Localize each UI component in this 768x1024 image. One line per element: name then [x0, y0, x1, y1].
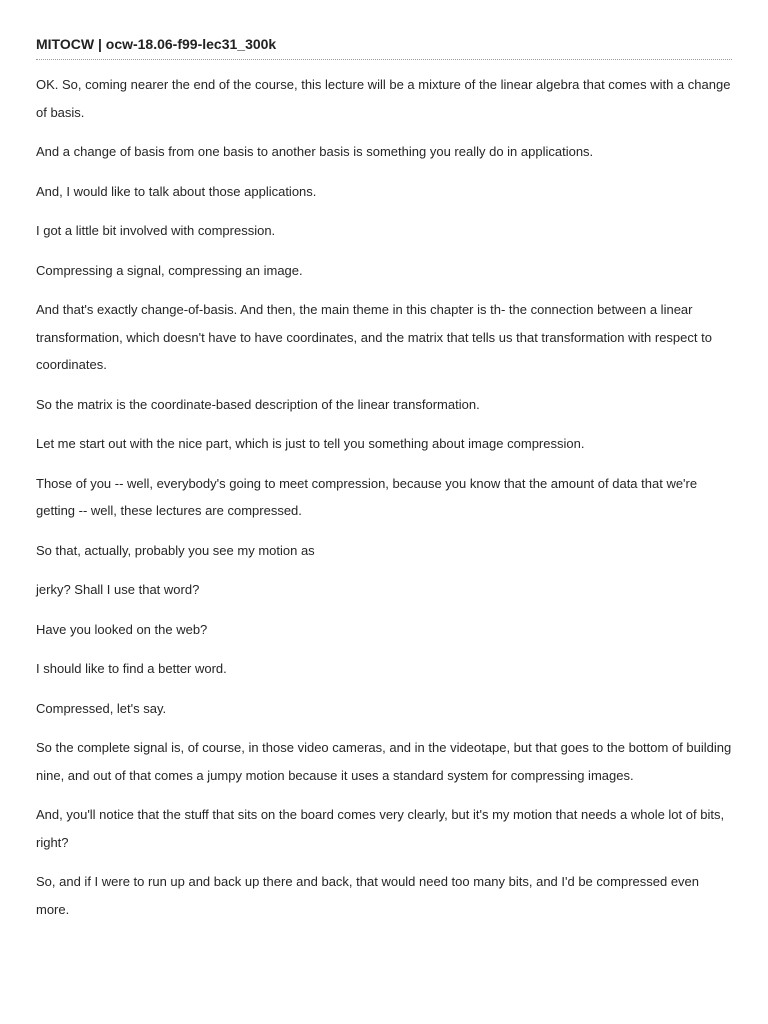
transcript-paragraph: Compressing a signal, compressing an image.: [36, 262, 303, 278]
transcript-paragraph: And that's exactly change-of-basis. And then, the main theme in this chapter is th- the connection between a linear transformation, which doesn't have to have coordinates, and the matrix that tells us that transformation with respect to coordinates.: [36, 302, 712, 372]
transcript-paragraph: So the complete signal is, of course, in those video cameras, and in the videotape, but that goes to the bottom of building nine, and out of that comes a jumpy motion because it uses a standard system for compressing images.: [36, 740, 732, 783]
transcript-paragraph: So, and if I were to run up and back up there and back, that would need too many bits, and I'd be compressed even more.: [36, 874, 700, 917]
transcript-paragraph: I got a little bit involved with compression.: [36, 223, 276, 238]
transcript-paragraph: So the matrix is the coordinate-based description of the linear transformation.: [36, 396, 480, 412]
transcript-paragraph: And, I would like to talk about those applications.: [36, 183, 317, 199]
transcript-paragraph: I should like to find a better word.: [36, 661, 227, 676]
transcript-paragraph: jerky? Shall I use that word?: [36, 582, 200, 597]
document-page: [36, 0, 732, 935]
transcript-paragraph: And, you'll notice that the stuff that sits on the board comes very clearly, but it's my motion that needs a whole lot of bits, right?: [36, 807, 725, 850]
transcript-paragraph: Compressed, let's say.: [36, 700, 167, 716]
transcript-body: [36, 60, 732, 923]
transcript-paragraph: OK. So, coming nearer the end of the course, this lecture will be a mixture of the linear algebra that comes with a change of basis.: [36, 77, 731, 120]
transcript-paragraph: And a change of basis from one basis to another basis is something you really do in applications.: [36, 144, 594, 159]
transcript-paragraph: Have you looked on the web?: [36, 621, 208, 637]
transcript-paragraph: So that, actually, probably you see my motion as: [36, 542, 315, 558]
transcript-paragraph: Let me start out with the nice part, which is just to tell you something about image compression.: [36, 436, 585, 451]
document-header: MITOCW | ocw-18.06-f99-lec31_300k: [36, 0, 732, 60]
transcript-paragraph: Those of you -- well, everybody's going to meet compression, because you know that the amount of data that we're getting -- well, these lectures are compressed.: [36, 475, 698, 518]
